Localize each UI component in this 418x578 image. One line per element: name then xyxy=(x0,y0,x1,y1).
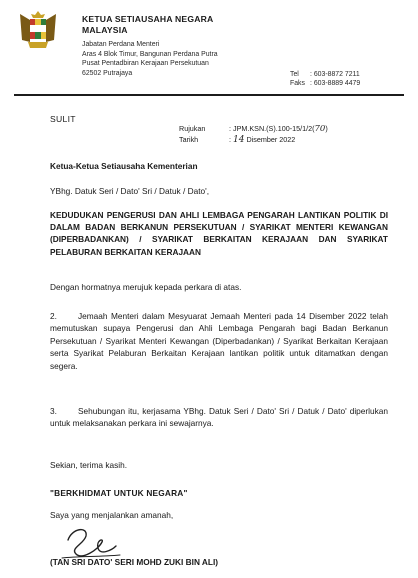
letterhead-contact xyxy=(290,70,360,88)
org-name-line2: MALAYSIA xyxy=(82,25,128,35)
rujukan-row xyxy=(179,124,328,135)
address-line: Pusat Pentadbiran Kerajaan Persekutuan xyxy=(82,60,209,68)
address-line: Aras 4 Blok Timur, Bangunan Perdana Putra xyxy=(82,50,218,58)
sign-off: Saya yang menjalankan amanah, xyxy=(50,510,174,520)
paragraph-3 xyxy=(50,405,388,430)
subject-heading: KEDUDUKAN PENGERUSI DAN AHLI LEMBAGA PENGARAH LANTIKAN POLITIK DI DALAM BADAN BERKANUN PERSEKUTUAN / SYARIKAT MENTERI KEWANGAN (DIPERBADANKAN) / SYARIKAT BERKAITAN KERAJAAN DAN SYARIKAT PELABURAN BERKAITAN KERAJAAN xyxy=(50,210,388,257)
rujukan-handwritten-number: 70 xyxy=(314,124,326,134)
address-line: Jabatan Perdana Menteri xyxy=(82,41,160,48)
paragraph-2 xyxy=(50,310,388,372)
opening-paragraph: Dengan hormatnya merujuk kepada perkara di atas. xyxy=(50,282,242,292)
tarikh-handwritten-day: 14 xyxy=(233,134,245,145)
coat-of-arms-logo xyxy=(16,10,60,50)
motto: "BERKHIDMAT UNTUK NEGARA" xyxy=(50,488,188,498)
reference-block xyxy=(179,124,328,145)
letterhead-title xyxy=(82,14,213,36)
rujukan-suffix: ) xyxy=(325,124,328,133)
tarikh-month-year: Disember 2022 xyxy=(246,134,296,144)
recipients-heading: Ketua-Ketua Setiausaha Kementerian xyxy=(50,161,198,171)
rujukan-label: Rujukan xyxy=(179,124,206,133)
paragraph-2-text: Jemaah Menteri dalam Mesyuarat Jemaah Menteri pada 14 Disember 2022 telah memutuskan supaya Pengerusi dan Ahli Lembaga Pengarah bagi Badan Berkanun Persekutuan / Syarikat Menteri Kewangan (Diperbadankan) / Syarikat Berkaitan Kerajaan serta Syarikat Pelaburan Berkaitan Kerajaan lantikan politik untuk ditamatkan dengan segera. xyxy=(50,311,388,371)
tel-value: : 603-8872 7211 xyxy=(310,71,360,78)
rujukan-value: : JPM.KSN.(S).100-15/1/2( xyxy=(229,124,315,133)
tarikh-row xyxy=(179,135,328,146)
closing-line: Sekian, terima kasih. xyxy=(50,460,128,470)
tarikh-label: Tarikh xyxy=(179,134,199,144)
paragraph-2-number: 2. xyxy=(50,311,57,321)
faks-value: : 603-8889 4479 xyxy=(310,80,361,87)
classification-label: SULIT xyxy=(50,114,76,124)
address-line: 62502 Putrajaya xyxy=(82,69,133,77)
tel-label: Tel xyxy=(290,71,299,78)
letterhead-divider xyxy=(14,94,404,96)
paragraph-3-number: 3. xyxy=(50,406,57,416)
paragraph-3-text: Sehubungan itu, kerjasama YBhg. Datuk Seri / Dato' Sri / Datuk / Dato' diperlukan untuk melaksanakan perkara ini sewajarnya. xyxy=(50,406,388,429)
org-name-line1: KETUA SETIAUSAHA NEGARA xyxy=(82,14,214,24)
signatory-name: (TAN SRI DATO' SERI MOHD ZUKI BIN ALI) xyxy=(50,557,219,567)
faks-label: Faks xyxy=(290,80,305,87)
tarikh-colon: : xyxy=(229,134,231,144)
letterhead-address xyxy=(82,40,218,78)
salutation: YBhg. Datuk Seri / Dato' Sri / Datuk / Dato', xyxy=(50,186,210,196)
